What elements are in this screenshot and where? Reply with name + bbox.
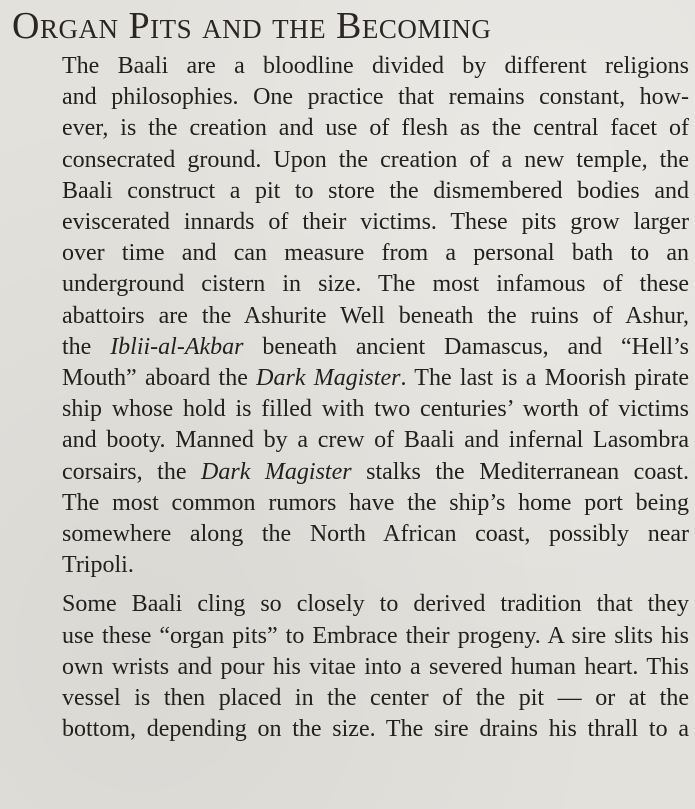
text-line: Mouth” aboard the Dark Magister. The last is a Moorish pirate xyxy=(62,365,690,392)
section-heading: Organ Pits and the Becoming xyxy=(12,5,492,47)
text-line: eviscerated innards of their victims. These pits grow larger xyxy=(62,209,689,236)
text-line: vessel is then placed in the center of the pit — or at the xyxy=(62,685,689,712)
text-line: The Baali are a bloodline divided by different religions xyxy=(62,53,689,79)
text-line: Baali construct a pit to store the dismembered bodies and xyxy=(62,177,689,204)
text-line: consecrated ground. Upon the creation of a new temple, the xyxy=(62,146,689,173)
text-line: corsairs, the Dark Magister stalks the Mediterranean coast. xyxy=(62,458,689,485)
text-line: ever, is the creation and use of flesh as the central facet of xyxy=(62,115,689,142)
text-line: over time and can measure from a personal bath to an xyxy=(62,240,689,267)
text-line: Tripoli. xyxy=(62,552,134,579)
text-line: The most common rumors have the ship’s home port being xyxy=(62,489,689,516)
italic-title: Iblii-al-Akbar xyxy=(110,333,244,360)
paragraph-1 xyxy=(12,51,689,581)
text-line: underground cistern in size. The most infamous of these xyxy=(62,271,689,298)
text-line: Some Baali cling so closely to derived tradition that they xyxy=(62,591,689,618)
text-line: own wrists and pour his vitae into a severed human heart. This xyxy=(62,653,689,680)
paragraph-2 xyxy=(12,589,689,745)
text-line: and philosophies. One practice that remains constant, how- xyxy=(62,84,689,111)
body-text xyxy=(12,51,689,745)
text-line: abattoirs are the Ashurite Well beneath the ruins of Ashur, xyxy=(62,302,689,329)
text-line: and booty. Manned by a crew of Baali and infernal Lasombra xyxy=(62,427,689,454)
text-line: the Iblii-al-Akbar beneath ancient Damascus, and “Hell’s xyxy=(62,333,689,360)
text-line: ship whose hold is filled with two centuries’ worth of victims xyxy=(62,396,689,423)
italic-title: Dark Magister xyxy=(256,365,401,392)
text-line: bottom, depending on the size. The sire drains his thrall to a xyxy=(62,716,689,743)
text-line: somewhere along the North African coast, possibly near xyxy=(62,521,689,548)
text-line: use these “organ pits” to Embrace their progeny. A sire slits his xyxy=(62,622,689,649)
italic-title: Dark Magister xyxy=(201,458,352,485)
